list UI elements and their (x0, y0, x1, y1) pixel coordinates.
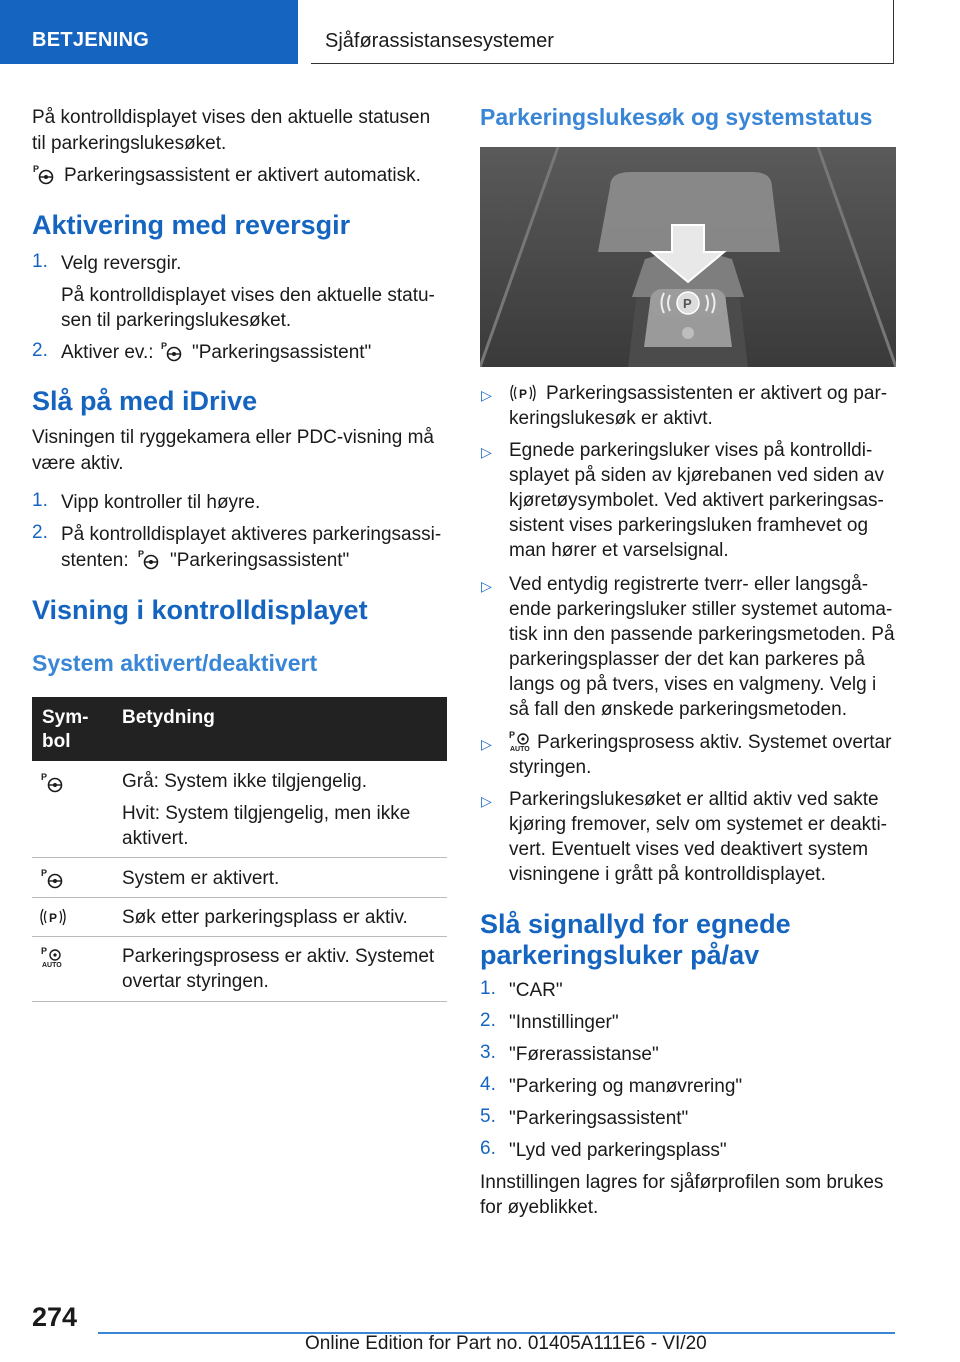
step-number: 2. (32, 522, 48, 543)
table-cell: Søk etter parkeringsplass er aktiv. (122, 907, 408, 928)
step-text: Velg reversgir. (61, 253, 182, 274)
parking-search-waves-icon (38, 905, 68, 934)
step-number: 4. (480, 1074, 496, 1095)
bullet-text: Ved entydig registrerte tverr- eller langsgå- (509, 574, 869, 595)
chapter-title: Sjåførassistansesystemer (325, 30, 554, 52)
bullet-text: Egnede parkeringsluker vises på kontrolldi- (509, 440, 873, 461)
parking-auto-icon (40, 945, 66, 974)
idrive-intro: være aktiv. (32, 453, 124, 474)
parking-assistant-icon (160, 340, 184, 367)
svg-text:P: P (41, 772, 48, 782)
heading-status: System aktivert/deaktivert (32, 650, 318, 676)
auto-note: Parkeringsassistent er aktivert automatisk. (64, 165, 421, 186)
step-number: 1. (480, 978, 496, 999)
heading-search: Parkeringslukesøk og systemstatus (480, 104, 873, 130)
table-row-divider (32, 936, 447, 937)
table-cell: Grå: System ikke tilgjengelig. (122, 771, 367, 792)
heading-sound: parkeringsluker på/av (480, 940, 760, 970)
bullet-text: vert. Eventuelt vises ved deaktivert system (509, 839, 869, 860)
section-tab (0, 0, 298, 64)
table-cell: aktivert. (122, 828, 189, 849)
step-number: 2. (480, 1010, 496, 1031)
step-text: På kontrolldisplayet aktiveres parkeringsassi- (61, 524, 442, 545)
table-header (32, 697, 447, 761)
page-number: 274 (32, 1302, 78, 1332)
step-text: "Førerassistanse" (509, 1044, 659, 1065)
bullet-text: parkeringsplasser der det kan parkeres på (509, 649, 865, 670)
heading-idrive: Slå på med iDrive (32, 386, 258, 416)
table-cell: System er aktivert. (122, 868, 280, 889)
step-number: 3. (480, 1042, 496, 1063)
step-quote: "Parkeringsassistent" (192, 342, 372, 363)
col-symbol-header: Sym- (42, 707, 89, 728)
bullet-marker: ▷ (481, 387, 492, 403)
bullet-text: splayet på siden av kjørebanen ved siden av (509, 465, 884, 486)
table-row-divider (32, 897, 447, 898)
step-subtext: sen til parkeringslukesøket. (61, 310, 292, 331)
table-cell: Hvit: System tilgjengelig, men ikke (122, 803, 411, 824)
svg-text:P: P (49, 911, 58, 925)
svg-text:P: P (41, 868, 48, 878)
parking-display-image (480, 147, 896, 367)
outro-text: Innstillingen lagres for sjåførprofilen som brukes (480, 1172, 884, 1193)
section-title: BETJENING (32, 29, 150, 51)
bullet-text: ende parkeringsluker stiller systemet automa- (509, 599, 893, 620)
step-subtext: På kontrolldisplayet vises den aktuelle statu- (61, 285, 435, 306)
col-symbol-header: bol (42, 731, 71, 752)
bullet-text: sistent vises parkeringsluken framhevet og (509, 515, 869, 536)
bullet-text: tisk inn den passende parkeringsmetoden. På (509, 624, 895, 645)
svg-text:P: P (138, 549, 145, 559)
bullet-text: kjøring fremover, selv om systemet er deakti- (509, 814, 887, 835)
intro-line: På kontrolldisplayet vises den aktuelle statusen (32, 107, 431, 128)
step-text: stenten: (61, 550, 129, 571)
step-text: "Lyd ved parkeringsplass" (509, 1140, 727, 1161)
svg-text:P: P (33, 164, 40, 174)
heading-sound: Slå signallyd for egnede (480, 909, 791, 939)
bullet-marker: ▷ (481, 793, 492, 809)
svg-text:P: P (161, 341, 168, 351)
parking-assistant-icon (32, 163, 56, 190)
parking-auto-icon (508, 729, 534, 758)
svg-text:AUTO: AUTO (42, 962, 62, 969)
chapter-tab (311, 0, 894, 64)
bullet-text: styringen. (509, 757, 592, 778)
heading-reverse: Aktivering med reversgir (32, 210, 351, 240)
bullet-marker: ▷ (481, 578, 492, 594)
bullet-text: Parkeringsassistenten er aktivert og par- (546, 383, 888, 404)
col-meaning-header: Betydning (122, 707, 215, 728)
parking-assistant-gray-icon (40, 771, 66, 798)
bullet-text: Parkeringslukesøket er alltid aktiv ved sakte (509, 789, 879, 810)
parking-assistant-icon (137, 548, 161, 575)
table-row-divider (32, 1001, 447, 1002)
table-cell: Parkeringsprosess er aktiv. Systemet (122, 946, 435, 967)
bullet-text: langs og på tvers, vises en valgmeny. Velg i (509, 674, 877, 695)
step-quote: "Parkeringsassistent" (170, 550, 350, 571)
svg-text:AUTO: AUTO (510, 746, 530, 753)
bullet-text: man hører et varselsignal. (509, 540, 729, 561)
svg-text:P: P (41, 946, 48, 956)
table-cell: overtar styringen. (122, 971, 269, 992)
table-row-divider (32, 857, 447, 858)
step-number: 1. (32, 490, 48, 511)
step-number: 6. (480, 1138, 496, 1159)
svg-text:P: P (683, 296, 692, 311)
step-text: Vipp kontroller til høyre. (61, 492, 261, 513)
step-text: "Parkering og manøvrering" (509, 1076, 743, 1097)
step-text: Aktiver ev.: (61, 342, 154, 363)
bullet-marker: ▷ (481, 736, 492, 752)
bullet-text: Parkeringsprosess aktiv. Systemet overtar (537, 732, 892, 753)
parking-assistant-active-icon (40, 867, 66, 894)
edition-text: Online Edition for Part no. 01405A111E6 - VI/20 (305, 1333, 707, 1354)
step-number: 2. (32, 340, 48, 361)
bullet-marker: ▷ (481, 444, 492, 460)
idrive-intro: Visningen til ryggekamera eller PDC-visning må (32, 427, 434, 448)
step-number: 5. (480, 1106, 496, 1127)
svg-text:P: P (519, 387, 528, 401)
bullet-text: visningene i grått på kontrolldisplayet. (509, 864, 826, 885)
svg-text:P: P (509, 730, 516, 740)
bullet-text: så fall den ønskede parkeringsmetoden. (509, 699, 847, 720)
bullet-text: kjøretøysymbolet. Ved aktivert parkeringsas- (509, 490, 884, 511)
heading-display: Visning i kontrolldisplayet (32, 595, 368, 625)
step-number: 1. (32, 251, 48, 272)
bullet-text: keringslukesøk er aktivt. (509, 408, 713, 429)
intro-line: til parkeringslukesøket. (32, 133, 227, 154)
step-text: "Innstillinger" (509, 1012, 619, 1033)
step-text: "Parkeringsassistent" (509, 1108, 689, 1129)
outro-text: for øyeblikket. (480, 1197, 599, 1218)
step-text: "CAR" (509, 980, 563, 1001)
